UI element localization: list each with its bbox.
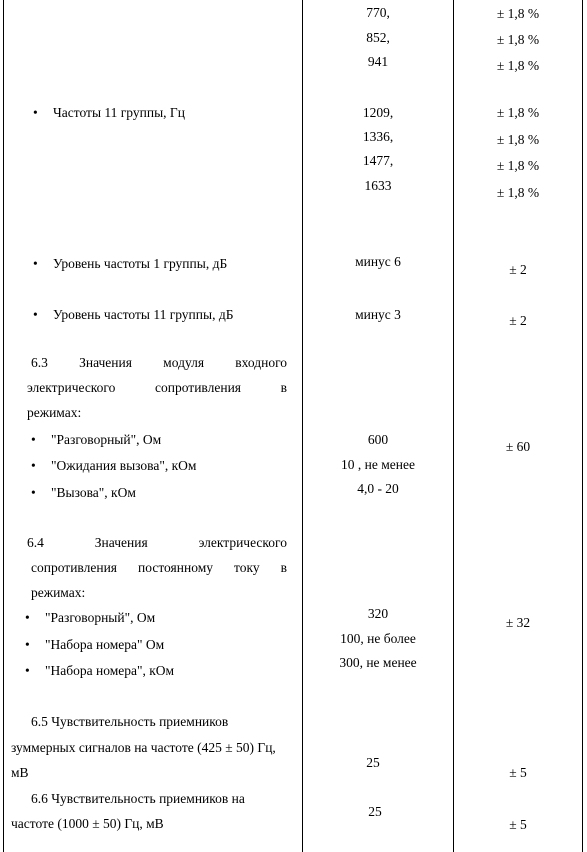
list-item: • "Вызова", кОм (51, 485, 136, 501)
table-cell-value: 100, не более (340, 631, 416, 646)
list-item: • "Разговорный", Ом (45, 610, 155, 626)
table-cell-value: 1209, (362, 105, 394, 120)
param-label: частоте (1000 ± 50) Гц, мВ (11, 816, 164, 831)
table-cell-tolerance: ± 1,8 % (496, 185, 540, 200)
param-label: • Частоты 11 группы, Гц (53, 105, 185, 121)
list-item: • "Разговорный", Ом (51, 432, 161, 448)
param-label: мВ (11, 765, 29, 780)
section-heading-line2: сопротивления постоянному току в (31, 560, 288, 575)
table-cell-value: минус 6 (355, 254, 401, 269)
table-border-left (3, 0, 4, 852)
list-item: • "Набора номера" Ом (45, 637, 164, 653)
param-label: 6.5 Чувствительность приемников (31, 714, 229, 729)
table-divider-1 (302, 0, 303, 852)
table-cell-tolerance: ± 1,8 % (496, 6, 540, 21)
table-cell-tolerance: ± 60 (505, 439, 531, 454)
table-cell-value: минус 3 (355, 307, 401, 322)
table-cell-value: 25 (366, 755, 380, 770)
table-cell-tolerance: ± 2 (509, 262, 527, 277)
list-item: • "Ожидания вызова", кОм (51, 458, 196, 474)
table-cell-tolerance: ± 1,8 % (496, 158, 540, 173)
table-cell-value: 10 , не менее (341, 457, 415, 472)
table-cell-tolerance: ± 32 (505, 615, 531, 630)
table-cell-tolerance: ± 5 (509, 765, 527, 780)
param-label: • Уровень частоты 1 группы, дБ (53, 256, 227, 272)
table-cell-value: 770, (366, 5, 390, 20)
section-heading-line3: режимах: (31, 585, 86, 600)
table-cell-tolerance: ± 1,8 % (496, 132, 540, 147)
table-cell-tolerance: ± 1,8 % (496, 105, 540, 120)
param-label: зуммерных сигналов на частоте (425 ± 50) Гц, (11, 740, 276, 755)
table-cell-value: 600 (367, 432, 389, 447)
table-cell-value: 852, (366, 30, 390, 45)
table-cell-value: 1477, (362, 153, 394, 168)
table-cell-tolerance: ± 5 (509, 817, 527, 832)
param-label: 6.6 Чувствительность приемников на (31, 791, 245, 806)
list-item: • "Набора номера", кОм (45, 663, 174, 679)
table-cell-value: 1633 (364, 178, 392, 193)
table-cell-value: 300, не менее (339, 655, 417, 670)
section-heading-line2: электрического сопротивления в (27, 380, 288, 395)
table-cell-value: 25 (368, 804, 382, 819)
table-cell-value: 320 (367, 606, 389, 621)
table-cell-value: 4,0 - 20 (357, 481, 399, 496)
table-cell-tolerance: ± 2 (509, 313, 527, 328)
table-divider-2 (453, 0, 454, 852)
section-heading: 6.3 Значения модуля входного (31, 355, 288, 370)
section-heading: 6.4 Значения электрического (27, 535, 287, 550)
param-label: • Уровень частоты 11 группы, дБ (53, 307, 233, 323)
table-cell-tolerance: ± 1,8 % (496, 32, 540, 47)
table-cell-tolerance: ± 1,8 % (496, 58, 540, 73)
table-border-right (582, 0, 583, 852)
table-cell-value: 1336, (362, 129, 394, 144)
section-heading-line3: режимах: (27, 405, 82, 420)
table-cell-value: 941 (367, 54, 389, 69)
